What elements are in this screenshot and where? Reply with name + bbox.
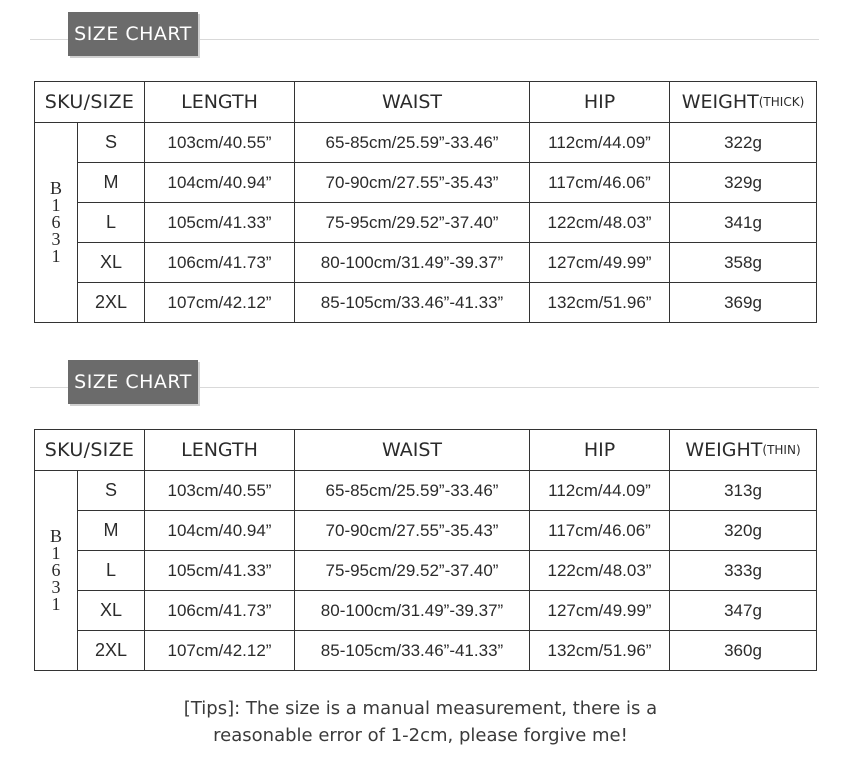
waist-cell: 65-85cm/25.59”-33.46”	[295, 471, 530, 511]
size-cell: L	[78, 203, 145, 243]
sku-char: 1	[51, 543, 61, 563]
sku-char: B	[49, 526, 62, 546]
weight-cell: 320g	[670, 511, 817, 551]
size-table-thin	[34, 429, 817, 671]
sku-code	[35, 123, 78, 323]
sku-char: 6	[51, 560, 61, 580]
size-cell: S	[78, 471, 145, 511]
length-cell: 103cm/40.55”	[145, 471, 295, 511]
size-cell: M	[78, 163, 145, 203]
column-header-sku: SKU/SIZE	[35, 430, 145, 471]
hip-cell: 132cm/51.96”	[530, 631, 670, 671]
length-cell: 105cm/41.33”	[145, 551, 295, 591]
column-header-waist: WAIST	[295, 430, 530, 471]
size-cell: S	[78, 123, 145, 163]
column-header-waist: WAIST	[295, 82, 530, 123]
size-cell: 2XL	[78, 631, 145, 671]
length-cell: 105cm/41.33”	[145, 203, 295, 243]
waist-cell: 75-95cm/29.52”-37.40”	[295, 551, 530, 591]
waist-cell: 80-100cm/31.49”-39.37”	[295, 243, 530, 283]
size-chart-section-thick	[0, 0, 841, 330]
size-cell: M	[78, 511, 145, 551]
waist-cell: 70-90cm/27.55”-35.43”	[295, 511, 530, 551]
size-chart-heading	[68, 12, 198, 56]
waist-cell: 75-95cm/29.52”-37.40”	[295, 203, 530, 243]
hip-cell: 127cm/49.99”	[530, 591, 670, 631]
weight-cell: 322g	[670, 123, 817, 163]
size-cell: XL	[78, 591, 145, 631]
sku-char: 3	[51, 577, 61, 597]
weight-label: WEIGHT	[685, 439, 763, 461]
weight-cell: 358g	[670, 243, 817, 283]
length-cell: 104cm/40.94”	[145, 511, 295, 551]
table-row	[35, 631, 817, 671]
hip-cell: 117cm/46.06”	[530, 163, 670, 203]
sku-code	[35, 471, 78, 671]
waist-cell: 85-105cm/33.46”-41.33”	[295, 283, 530, 323]
table-row	[35, 163, 817, 203]
sku-char: 3	[51, 229, 61, 249]
measurement-tips	[0, 695, 841, 749]
sku-char: 1	[51, 195, 61, 215]
size-chart-heading-label: SIZE CHART	[74, 23, 192, 45]
hip-cell: 112cm/44.09”	[530, 123, 670, 163]
size-table-thick	[34, 81, 817, 323]
length-cell: 106cm/41.73”	[145, 243, 295, 283]
waist-cell: 85-105cm/33.46”-41.33”	[295, 631, 530, 671]
column-header-hip: HIP	[530, 82, 670, 123]
weight-cell: 360g	[670, 631, 817, 671]
table-header-row	[35, 82, 817, 123]
table-header-row	[35, 430, 817, 471]
hip-cell: 127cm/49.99”	[530, 243, 670, 283]
table-row	[35, 123, 817, 163]
length-cell: 107cm/42.12”	[145, 283, 295, 323]
weight-note: (THIN)	[762, 443, 801, 457]
hip-cell: 132cm/51.96”	[530, 283, 670, 323]
hip-cell: 117cm/46.06”	[530, 511, 670, 551]
table-row	[35, 471, 817, 511]
sku-char: 1	[51, 246, 61, 266]
weight-cell: 333g	[670, 551, 817, 591]
column-header-weight	[670, 82, 817, 123]
weight-note: (THICK)	[758, 95, 805, 109]
waist-cell: 65-85cm/25.59”-33.46”	[295, 123, 530, 163]
hip-cell: 122cm/48.03”	[530, 551, 670, 591]
hip-cell: 122cm/48.03”	[530, 203, 670, 243]
weight-label: WEIGHT	[681, 91, 759, 113]
table-row	[35, 283, 817, 323]
table-row	[35, 551, 817, 591]
length-cell: 107cm/42.12”	[145, 631, 295, 671]
size-chart-heading-label: SIZE CHART	[74, 371, 192, 393]
table-row	[35, 511, 817, 551]
size-cell: XL	[78, 243, 145, 283]
hip-cell: 112cm/44.09”	[530, 471, 670, 511]
weight-cell: 329g	[670, 163, 817, 203]
waist-cell: 70-90cm/27.55”-35.43”	[295, 163, 530, 203]
length-cell: 106cm/41.73”	[145, 591, 295, 631]
column-header-length: LENGTH	[145, 430, 295, 471]
size-chart-section-thin	[0, 348, 841, 678]
size-cell: L	[78, 551, 145, 591]
column-header-hip: HIP	[530, 430, 670, 471]
column-header-length: LENGTH	[145, 82, 295, 123]
sku-char: 6	[51, 212, 61, 232]
size-chart-heading	[68, 360, 198, 404]
weight-cell: 313g	[670, 471, 817, 511]
size-cell: 2XL	[78, 283, 145, 323]
weight-cell: 369g	[670, 283, 817, 323]
sku-char: B	[49, 178, 62, 198]
waist-cell: 80-100cm/31.49”-39.37”	[295, 591, 530, 631]
sku-char: 1	[51, 594, 61, 614]
tips-line-1: [Tips]: The size is a manual measurement, there is a	[183, 698, 658, 719]
length-cell: 103cm/40.55”	[145, 123, 295, 163]
length-cell: 104cm/40.94”	[145, 163, 295, 203]
table-row	[35, 203, 817, 243]
table-row	[35, 591, 817, 631]
table-row	[35, 243, 817, 283]
column-header-weight	[670, 430, 817, 471]
tips-line-2: reasonable error of 1-2cm, please forgive me!	[213, 725, 628, 746]
weight-cell: 347g	[670, 591, 817, 631]
weight-cell: 341g	[670, 203, 817, 243]
column-header-sku: SKU/SIZE	[35, 82, 145, 123]
